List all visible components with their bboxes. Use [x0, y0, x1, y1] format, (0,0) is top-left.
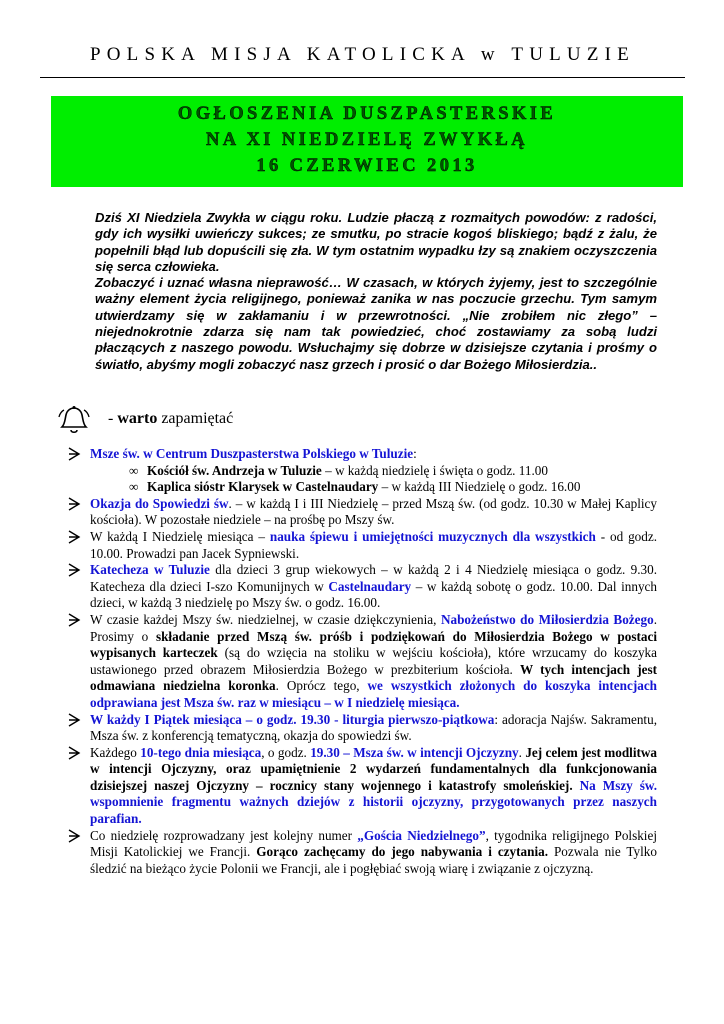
list-subitem-andrzej: ∞ Kościół św. Andrzeja w Tuluzie – w każdą niedzielę i święta o godz. 11.00	[129, 462, 548, 478]
arrow-bullet-icon	[67, 745, 81, 761]
header-divider	[40, 77, 685, 78]
banner-line-3: 16 CZERWIEC 2013	[256, 156, 478, 176]
list-item-masses: Msze św. w Centrum Duszpasterstwa Polskiego w Tuluzie:	[67, 446, 657, 463]
arrow-bullet-icon	[67, 446, 81, 462]
bell-icon	[56, 405, 92, 435]
list-item-singing: W każdą I Niedzielę miesiąca – nauka śpiewu i umiejętności muzycznych dla wszystkich - od godz. 10.00. Prowadzi pan Jacek Sypniewski.	[67, 529, 657, 562]
list-item-first-friday: W każdy I Piątek miesiąca – o godz. 19.30 - liturgia pierwszo-piątkowa: adoracja Najśw. Sakramentu, Msza św. z konferencją tematyczną, okazja do spowiedzi św.	[67, 712, 657, 745]
remember-label: - warto zapamiętać	[108, 410, 234, 427]
arrow-bullet-icon	[67, 828, 81, 844]
arrow-bullet-icon	[67, 562, 81, 578]
page-header-title: POLSKA MISJA KATOLICKA w TULUZIE	[89, 44, 635, 65]
intro-paragraph-1: Dziś XI Niedziela Zwykła w ciągu roku. Ludzie płaczą z rozmaitych powodów: z radości, gdy ich wysiłki uwieńczy sukces; ze smutku, po stracie kogoś bliskiego; bądź z żalu, że popełnili błąd lub dopuścili się zła. W tym ostatnim wypadku łzy są znakiem oczyszczenia się serca człowieka.	[95, 210, 657, 274]
list-item-homeland-mass: Każdego 10-tego dnia miesiąca, o godz. 19.30 – Msza św. w intencji Ojczyzny. Jej celem jest modlitwa w intencji Ojczyzny, oraz upamiętnienie 2 wydarzeń fundamentalnych dla funkcjonowania dzisiejszej naszej Ojczyzny – rocznicy stany wojennego i katastrofy smoleńskiej. Na Mszy św. wspomnienie fragmentu ważnych dziejów z historii ojczyzny, przygotowanych przez naszych parafian.	[67, 745, 657, 828]
banner-line-2: NA XI NIEDZIELĘ ZWYKŁĄ	[205, 130, 529, 150]
banner-line-1: OGŁOSZENIA DUSZPASTERSKIE	[177, 104, 557, 124]
title-banner	[51, 96, 683, 187]
arrow-bullet-icon	[67, 712, 81, 728]
intro-text	[95, 210, 657, 373]
announcements-list	[67, 446, 657, 877]
intro-paragraph-2: Zobaczyć i uznać własna nieprawość… W czasach, w których żyjemy, jest to szczególnie ważny element życia religijnego, ponieważ zanika w nas poczucie grzechu. Tym samym utwierdzamy się w zakłamaniu i w przewrotności. „Nie zrobiłem nic złego” – niejednokrotnie zdarza się nam tak powiedzieć, choć zostawiamy za sobą ludzi płaczących z naszego powodu. Wsłuchajmy się dobrze w dzisiejsze czytania i prośmy o światło, abyśmy mogli zobaczyć nasz grzech i prosić o dar Bożego Miłosierdzia..	[95, 275, 657, 372]
list-item-gosc-niedzielny: Co niedzielę rozprowadzany jest kolejny numer „Gościa Niedzielnego”, tygodnika religijnego Polskiej Misji Katolickiej we Francji. Gorąco zachęcamy do jego nabywania i czytania. Pozwala nie Tylko śledzić na bieżąco życie Polonii we Francji, ale i pogłębiać swoją wiarę i związanie z ojczyzną.	[67, 828, 657, 878]
list-item-divine-mercy: W czasie każdej Mszy św. niedzielnej, w czasie dziękczynienia, Nabożeństwo do Miłosierdzia Bożego. Prosimy o składanie przed Mszą św. próśb i podziękowań do Miłosierdzia Bożego w postaci wypisanych karteczek (są do wzięcia na stoliku w wejściu kościoła), które wrzucamy do koszyka ustawionego przed obrazem Miłosierdzia Bożego w prezbiterium kościoła. W tych intencjach jest odmawiana niedzielna koronka. Oprócz tego, we wszystkich złożonych do koszyka intencjach odprawiana jest Msza św. raz w miesiącu – w I niedzielę miesiąca.	[67, 612, 657, 712]
arrow-bullet-icon	[67, 529, 81, 545]
arrow-bullet-icon	[67, 496, 81, 512]
list-subitem-klaryski: ∞ Kaplica sióstr Klarysek w Castelnaudary – w każdą III Niedzielę o godz. 16.00	[129, 479, 581, 495]
arrow-bullet-icon	[67, 612, 81, 628]
list-item-catechesis: Katecheza w Tuluzie dla dzieci 3 grup wiekowych – w każdą 2 i 4 Niedzielę miesiąca o godz. 9.30. Katecheza dla dzieci I-szo Komunijnych w Castelnaudary – w każdą sobotę o godz. 10.00. Dal innych dzieci, w każdą 3 niedzielę po Mszy św. o godz. 16.00.	[67, 562, 657, 612]
list-item-confession: Okazja do Spowiedzi św. – w każdą I i III Niedzielę – przed Mszą św. (od godz. 10.30 w Małej Kaplicy kościoła). W pozostałe niedziele – na prośbę po Mszy św.	[67, 496, 657, 529]
